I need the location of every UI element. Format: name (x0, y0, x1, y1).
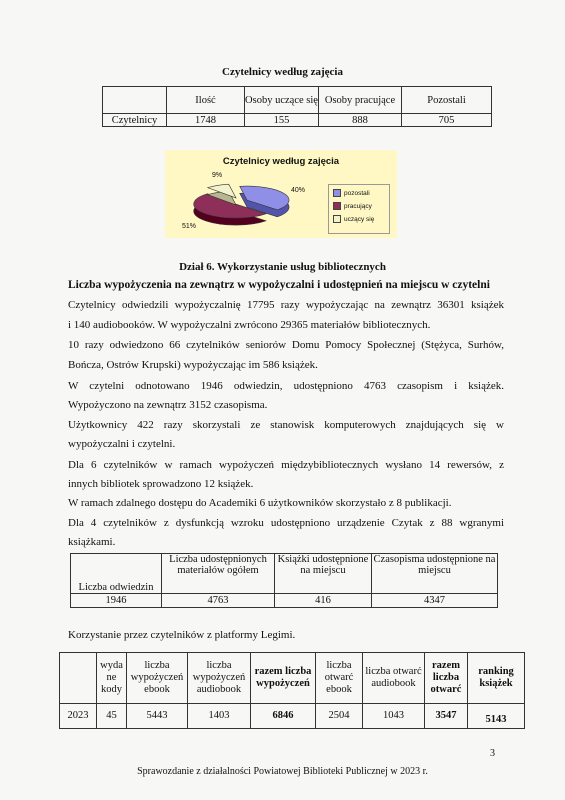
table-cell: 2504 (316, 704, 363, 729)
table-cell: Czasopisma udostępnione na miejscu (372, 554, 498, 594)
text-line: książkami. (68, 536, 116, 548)
section-subtitle: Liczba wypożyczenia na zewnątrz w wypożyczalni i udostępnień na miejscu w czytelni (68, 279, 490, 291)
table-cell: 2023 (60, 704, 97, 729)
legend-item (333, 188, 389, 198)
pie-chart (165, 150, 397, 238)
footer-text: Sprawozdanie z działalności Powiatowej Biblioteki Publicznej w 2023 r. (137, 766, 428, 777)
reading-room-table (70, 553, 498, 608)
table-cell (60, 653, 97, 704)
table-cell: 45 (97, 704, 127, 729)
text-line: Wypożyczono na zewnątrz 3152 czasopisma. (68, 399, 268, 411)
legend-item (333, 201, 389, 211)
table-cell: 705 (402, 114, 492, 127)
table-cell: 5443 (127, 704, 188, 729)
table-cell (103, 87, 167, 114)
legimi-table (59, 652, 525, 729)
table-cell: 1403 (188, 704, 251, 729)
legend-swatch (333, 215, 341, 223)
page-number: 3 (490, 748, 495, 759)
legend-swatch (333, 189, 341, 197)
table-cell: Ilość (167, 87, 245, 114)
legend-label: uczący się (344, 215, 375, 223)
text-line: W czytelni odnotowano 1946 odwiedzin, udostępniono 4763 czasopism i książek. (68, 380, 504, 392)
table-cell: 155 (245, 114, 319, 127)
table-cell: 1043 (363, 704, 425, 729)
table-cell: Liczba udostępnionych materiałów ogółem (162, 554, 275, 594)
text-line: Użytkownicy 422 razy skorzystali ze stanowisk komputerowych znajdujących się w (68, 419, 504, 431)
table-cell: 6846 (251, 704, 316, 729)
readers-occupation-table (102, 86, 492, 127)
text-line: W ramach zdalnego dostępu do Academiki 6 użytkowników skorzystało z 8 publikacji. (68, 497, 452, 509)
table-row (103, 114, 492, 127)
table-cell: 3547 (425, 704, 468, 729)
table-cell: Liczba odwiedzin (71, 554, 162, 594)
legend-label: pozostali (344, 189, 370, 197)
table-cell: Pozostali (402, 87, 492, 114)
text-line: i 140 audiobooków. W wypożyczalni zwrócono 29365 materiałów bibliotecznych. (68, 319, 431, 331)
legend-item (333, 214, 389, 224)
table-cell: 4347 (372, 594, 498, 608)
table-row (60, 704, 525, 729)
table-cell: 4763 (162, 594, 275, 608)
table-header-row (103, 87, 492, 114)
table1-caption: Czytelnicy według zajęcia (222, 66, 343, 78)
text-line: Dla 4 czytelników z dysfunkcją wzroku udostępniono urządzenie Czytak z 88 wgranymi (68, 517, 504, 529)
table-cell: 416 (275, 594, 372, 608)
table-cell: Książki udostępnione na miejscu (275, 554, 372, 594)
table-row (71, 594, 498, 608)
table-header-row (60, 653, 525, 704)
legend-swatch (333, 202, 341, 210)
table-cell: 5143 (468, 704, 525, 729)
table-cell: liczba otwarć audiobook (363, 653, 425, 704)
table-cell: 1946 (71, 594, 162, 608)
table-cell: 1748 (167, 114, 245, 127)
data-label-pozostali: 40% (291, 187, 306, 194)
text-line: Bończa, Ostrów Krupski) wypożyczając im 586 książek. (68, 359, 318, 371)
table-cell: 888 (319, 114, 402, 127)
table-cell: razem liczba wypożyczeń (251, 653, 316, 704)
table-cell: liczba otwarć ebook (316, 653, 363, 704)
table-cell: liczba wypożyczeń audiobook (188, 653, 251, 704)
text-line: Czytelnicy odwiedzili wypożyczalnię 17795 razy wypożyczając na zewnątrz 36301 książek (68, 299, 504, 311)
text-line: 10 razy odwiedzono 66 czytelników seniorów Domu Pomocy Społecznej (Stężyca, Surhów, (68, 339, 504, 351)
data-label-uczacy: 9% (212, 172, 223, 179)
table-cell: razem liczba otwarć (425, 653, 468, 704)
table-cell: ranking książek (468, 653, 525, 704)
legimi-intro: Korzystanie przez czytelników z platformy Legimi. (68, 629, 296, 641)
table-cell: Czytelnicy (103, 114, 167, 127)
table-cell: liczba wypożyczeń ebook (127, 653, 188, 704)
table-cell: Osoby uczące się (245, 87, 319, 114)
section-title: Dział 6. Wykorzystanie usług bibliotecznych (179, 261, 386, 273)
data-label-pracujacy: 51% (182, 223, 197, 230)
text-line: Dla 6 czytelników w ramach wypożyczeń międzybibliotecznych wysłano 14 rewersów, z (68, 459, 504, 471)
chart-title: Czytelnicy według zajęcia (222, 156, 340, 167)
legend-label: pracujący (344, 202, 372, 210)
chart-legend (328, 184, 390, 234)
text-line: wypożyczalni i czytelni. (68, 438, 176, 450)
table-cell: Osoby pracujące (319, 87, 402, 114)
text-line: innych bibliotek sprowadzono 12 książek. (68, 478, 254, 490)
table-cell: wyda ne kody (97, 653, 127, 704)
table-header-row (71, 554, 498, 594)
